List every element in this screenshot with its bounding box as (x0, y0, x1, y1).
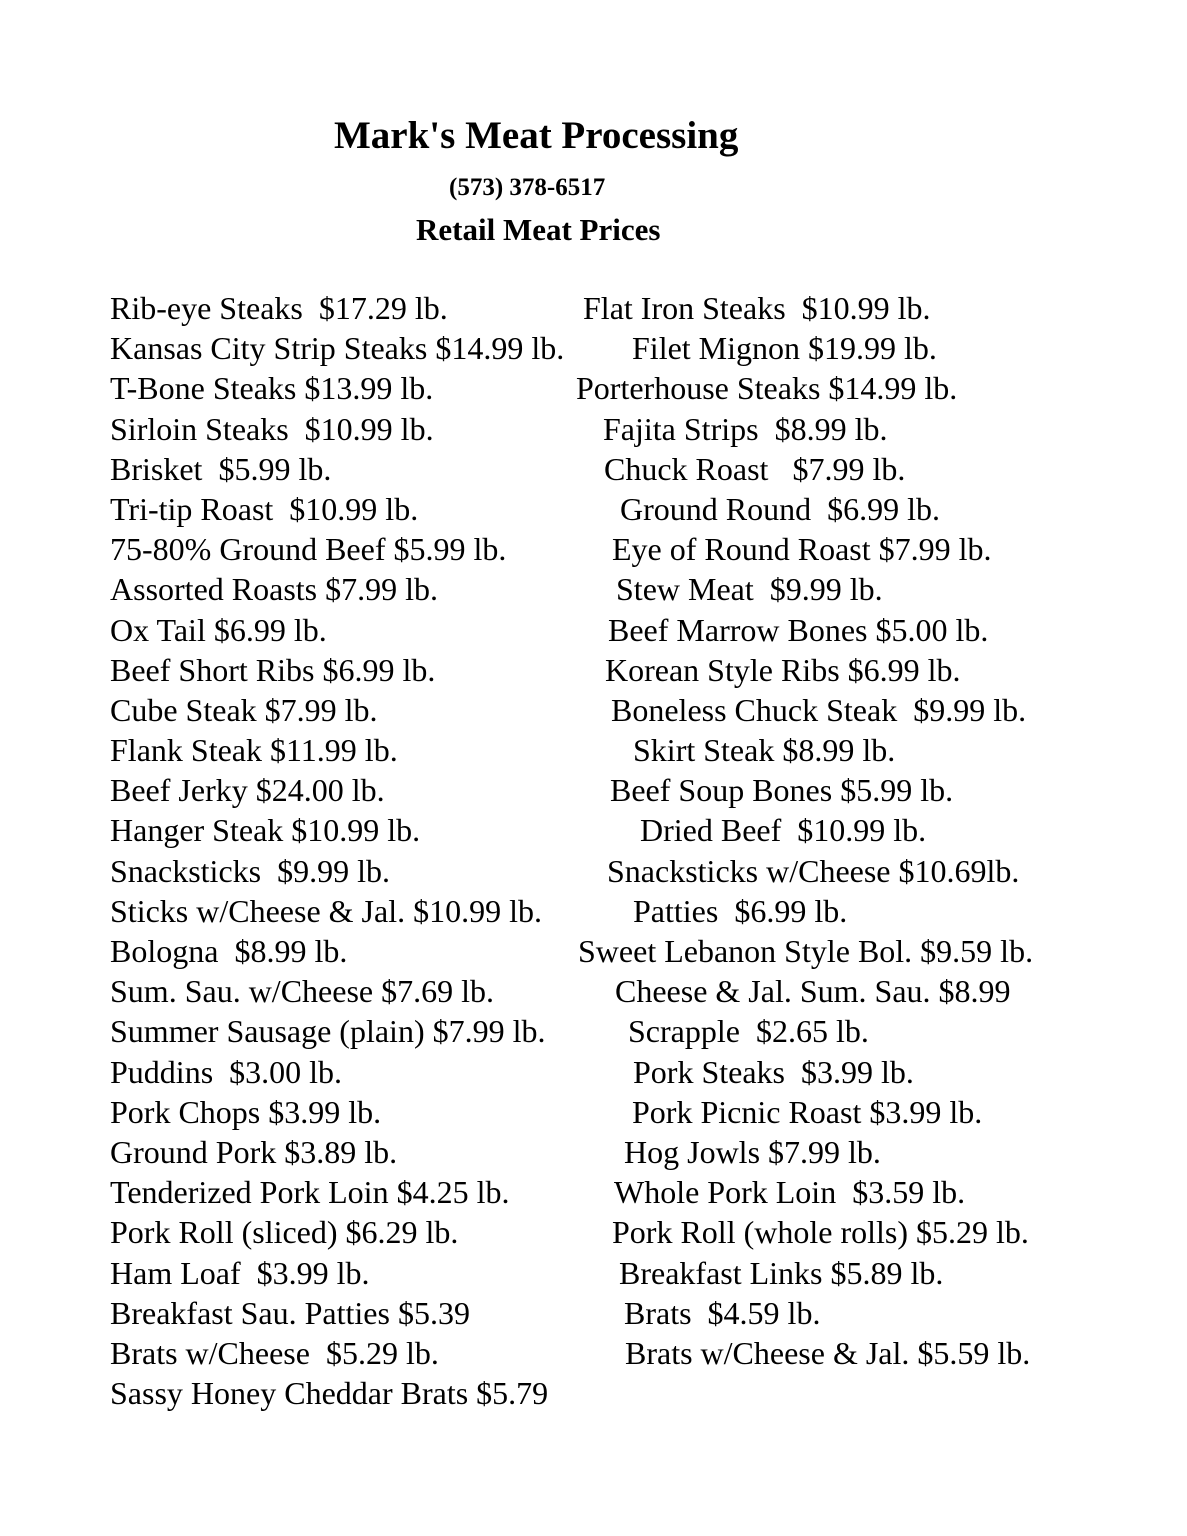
price-row (0, 770, 1187, 810)
price-item-right: Pork Picnic Roast $3.99 lb. (632, 1093, 983, 1130)
price-row (0, 569, 1187, 609)
price-row (0, 1253, 1187, 1293)
price-row (0, 891, 1187, 931)
price-item-right: Snacksticks w/Cheese $10.69lb. (607, 852, 1020, 889)
price-item-right: Dried Beef $10.99 lb. (640, 812, 927, 849)
price-row (0, 1212, 1187, 1252)
price-item-left: Snacksticks $9.99 lb. (110, 852, 390, 889)
price-item-left: Tri-tip Roast $10.99 lb. (110, 490, 419, 527)
price-item-left: Puddins $3.00 lb. (110, 1053, 343, 1090)
price-item-right: Skirt Steak $8.99 lb. (633, 732, 896, 769)
price-item-right: Flat Iron Steaks $10.99 lb. (583, 290, 931, 326)
price-item-left: Sirloin Steaks $10.99 lb. (110, 410, 434, 447)
price-list (0, 288, 1187, 1413)
price-item-right: Pork Roll (whole rolls) $5.29 lb. (612, 1214, 1029, 1251)
price-item-left: Ox Tail $6.99 lb. (110, 611, 327, 648)
price-item-left: Bologna $8.99 lb. (110, 933, 348, 969)
price-row (0, 1132, 1187, 1172)
price-row (0, 810, 1187, 850)
price-item-left: Summer Sausage (plain) $7.99 lb. (110, 1013, 546, 1050)
price-item-right: Filet Mignon $19.99 lb. (632, 330, 937, 367)
price-row (0, 1373, 1187, 1413)
price-item-left: Sum. Sau. w/Cheese $7.69 lb. (110, 973, 494, 1010)
price-item-left: Assorted Roasts $7.99 lb. (110, 571, 438, 608)
price-row (0, 1092, 1187, 1132)
price-row (0, 1052, 1187, 1092)
price-item-left: Beef Jerky $24.00 lb. (110, 772, 385, 809)
price-item-left: Sticks w/Cheese & Jal. $10.99 lb. (110, 892, 542, 929)
price-row (0, 489, 1187, 529)
price-item-left: 75-80% Ground Beef $5.99 lb. (110, 531, 507, 568)
price-row (0, 1293, 1187, 1333)
price-item-right: Chuck Roast $7.99 lb. (604, 450, 906, 487)
price-item-left: Ground Pork $3.89 lb. (110, 1133, 398, 1170)
business-name: Mark's Meat Processing (334, 114, 739, 157)
price-item-left: T-Bone Steaks $13.99 lb. (110, 370, 434, 407)
price-row (0, 730, 1187, 770)
price-row (0, 971, 1187, 1011)
price-row (0, 851, 1187, 891)
price-item-right: Breakfast Links $5.89 lb. (619, 1254, 944, 1291)
price-row (0, 1172, 1187, 1212)
price-item-right: Whole Pork Loin $3.59 lb. (614, 1174, 966, 1211)
price-item-right: Fajita Strips $8.99 lb. (603, 410, 888, 447)
price-item-right: Patties $6.99 lb. (633, 892, 848, 929)
price-item-right: Brats w/Cheese & Jal. $5.59 lb. (625, 1334, 1031, 1371)
price-item-left: Ham Loaf $3.99 lb. (110, 1254, 370, 1291)
price-row (0, 288, 1187, 328)
price-row (0, 1333, 1187, 1373)
price-row (0, 368, 1187, 408)
price-item-left: Brisket $5.99 lb. (110, 450, 332, 487)
price-item-right: Brats $4.59 lb. (624, 1294, 821, 1331)
price-item-right: Hog Jowls $7.99 lb. (624, 1133, 881, 1170)
price-item-left: Pork Chops $3.99 lb. (110, 1093, 382, 1130)
price-item-left: Hanger Steak $10.99 lb. (110, 812, 421, 849)
price-item-left: Sassy Honey Cheddar Brats $5.79 (110, 1375, 549, 1412)
price-item-left: Breakfast Sau. Patties $5.39 (110, 1294, 470, 1331)
price-row (0, 1011, 1187, 1051)
price-item-left: Cube Steak $7.99 lb. (110, 691, 378, 728)
price-item-left: Flank Steak $11.99 lb. (110, 732, 398, 769)
price-item-left: Brats w/Cheese $5.29 lb. (110, 1334, 439, 1371)
price-item-right: Porterhouse Steaks $14.99 lb. (576, 370, 958, 407)
price-row (0, 449, 1187, 489)
phone-number: (573) 378-6517 (449, 174, 606, 201)
price-row (0, 931, 1187, 971)
price-row (0, 610, 1187, 650)
price-item-right: Eye of Round Roast $7.99 lb. (612, 531, 992, 568)
price-item-right: Stew Meat $9.99 lb. (616, 571, 883, 608)
price-item-left: Beef Short Ribs $6.99 lb. (110, 651, 436, 688)
price-row (0, 529, 1187, 569)
price-item-right: Sweet Lebanon Style Bol. $9.59 lb. (578, 933, 1034, 969)
price-item-right: Cheese & Jal. Sum. Sau. $8.99 (615, 973, 1011, 1010)
price-item-right: Boneless Chuck Steak $9.99 lb. (611, 691, 1027, 728)
price-item-left: Rib-eye Steaks $17.29 lb. (110, 290, 448, 326)
page-subtitle: Retail Meat Prices (416, 212, 661, 247)
price-item-left: Pork Roll (sliced) $6.29 lb. (110, 1214, 459, 1251)
price-item-right: Pork Steaks $3.99 lb. (633, 1053, 914, 1090)
price-item-right: Beef Soup Bones $5.99 lb. (610, 772, 954, 809)
price-item-right: Ground Round $6.99 lb. (620, 490, 940, 527)
price-item-right: Beef Marrow Bones $5.00 lb. (608, 611, 989, 648)
price-row (0, 409, 1187, 449)
price-item-right: Scrapple $2.65 lb. (628, 1013, 869, 1050)
price-item-left: Kansas City Strip Steaks $14.99 lb. (110, 330, 565, 367)
price-row (0, 328, 1187, 368)
price-item-left: Tenderized Pork Loin $4.25 lb. (110, 1174, 510, 1211)
price-row (0, 650, 1187, 690)
price-item-right: Korean Style Ribs $6.99 lb. (605, 651, 961, 688)
price-row (0, 690, 1187, 730)
